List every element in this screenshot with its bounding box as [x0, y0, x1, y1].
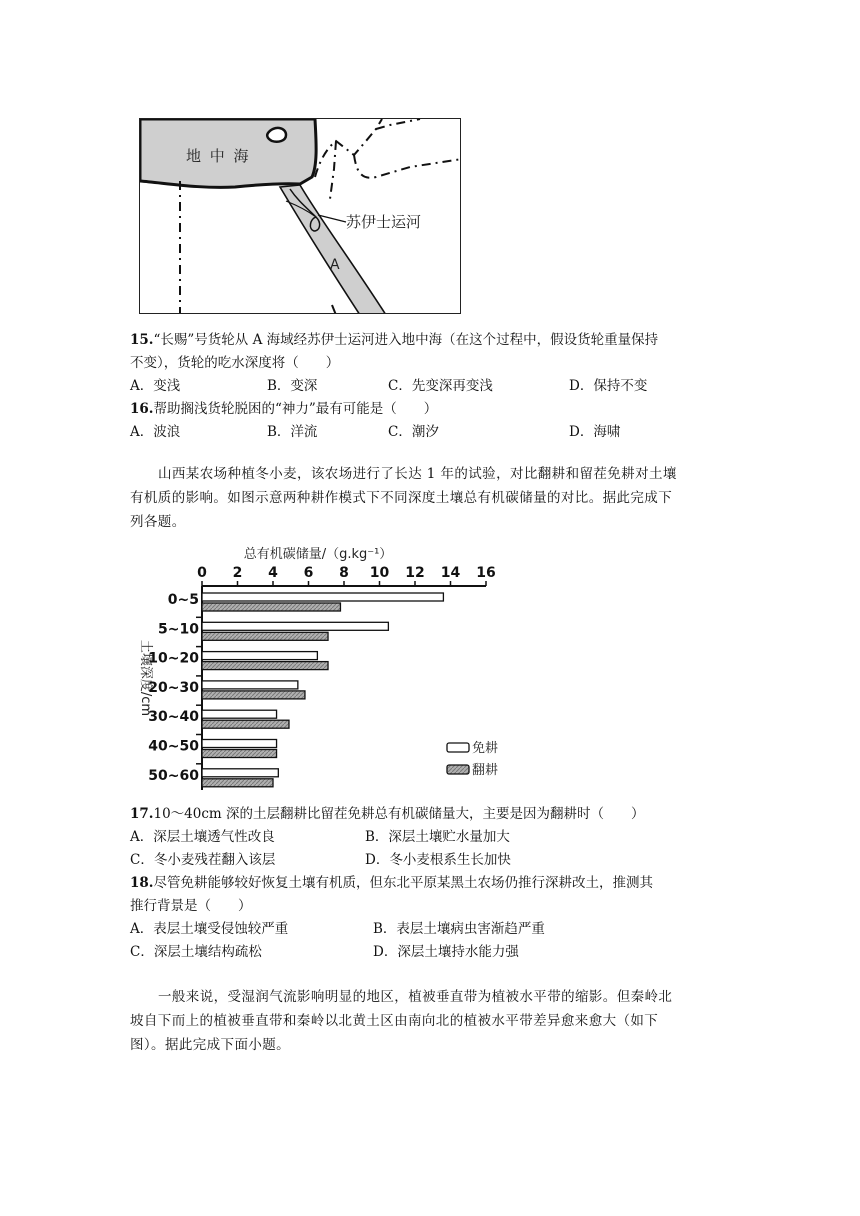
category-label: 0~5 [167, 592, 199, 608]
q18-option-a[interactable]: A．表层土壤受侵蚀较严重 [130, 921, 289, 937]
chart-svg [120, 540, 520, 790]
gulf-of-suez [280, 185, 386, 314]
x-tick-label: 6 [303, 565, 314, 581]
area-a-label: A [330, 257, 340, 273]
intro-paragraph-1 [130, 462, 730, 534]
q18-number: 18. [130, 875, 154, 891]
q16-option-b[interactable]: B．洋流 [267, 424, 318, 440]
bar-plow [202, 750, 277, 758]
bar-no-till [202, 622, 388, 630]
bar-plow [202, 720, 289, 728]
q18-stem-line2: 推行背景是（ ） [130, 898, 252, 914]
island-shape [267, 128, 286, 142]
legend-label-no-till: 免耕 [472, 741, 499, 756]
category-label: 40~50 [148, 738, 199, 755]
q16-option-c[interactable]: C．潮汐 [388, 424, 439, 440]
bar-plow [202, 779, 273, 787]
bar-no-till [202, 652, 317, 660]
category-labels [148, 592, 199, 784]
suez-map [139, 118, 461, 314]
x-tick-label: 8 [339, 565, 349, 581]
canal-label: 苏伊士运河 [346, 213, 422, 231]
intro1-line3: 列各题。 [130, 514, 186, 530]
y-axis-label-text: 土壤深度/cm [138, 639, 153, 717]
x-tick-labels [197, 565, 496, 581]
q18-stem-text1: 尽管免耕能够较好恢复土壤有机质，但东北平原某黑土农场仍推行深耕改土，推测其 [153, 875, 653, 891]
intro-paragraph-2 [130, 985, 730, 1057]
q15-option-c[interactable]: C．先变深再变浅 [388, 378, 493, 394]
q18-option-c[interactable]: C．深层土壤结构疏松 [130, 944, 262, 960]
category-label: 10~20 [148, 650, 199, 667]
x-tick-label: 14 [440, 565, 461, 581]
q18-option-b[interactable]: B．表层土壤病虫害渐趋严重 [373, 921, 545, 937]
bar-no-till [202, 710, 277, 718]
q16-stem [130, 398, 437, 420]
intro1-line1: 山西某农场种植冬小麦，该农场进行了长达 1 年的试验，对比翻耕和留茬免耕对土壤 [158, 466, 677, 482]
category-label: 5~10 [158, 621, 199, 638]
q17-option-c[interactable]: C．冬小麦残茬翻入该层 [130, 852, 276, 868]
bar-no-till [202, 740, 277, 748]
category-label: 20~30 [148, 679, 199, 696]
q16-number: 16. [130, 401, 154, 417]
q15-option-b[interactable]: B．变深 [267, 378, 318, 394]
x-tick-label: 16 [476, 565, 496, 581]
sea-label: 地 中 海 [186, 147, 251, 165]
intro1-line2: 有机质的影响。如图示意两种耕作模式下不同深度土壤总有机碳储量的对比。据此完成下 [130, 490, 673, 506]
chart-legend [447, 740, 498, 778]
x-tick-label: 10 [369, 565, 390, 581]
bar-plow [202, 603, 340, 611]
intro2-line3: 图）。据此完成下面小题。 [130, 1037, 291, 1053]
legend-swatch-no-till [447, 743, 469, 752]
bar-plow [202, 691, 305, 699]
x-tick-label: 4 [268, 565, 278, 581]
q17-stem [130, 803, 645, 825]
legend-label-plow: 翻耕 [472, 763, 499, 778]
intro2-line1: 一般来说，受湿润气流影响明显的地区，植被垂直带为植被水平带的缩影。但秦岭北 [158, 989, 673, 1005]
q17-option-d[interactable]: D．冬小麦根系生长加快 [365, 852, 511, 868]
bar-no-till [202, 681, 298, 689]
q17-option-a[interactable]: A．深层土壤透气性改良 [130, 829, 275, 845]
q17-stem-text: 10～40cm 深的土层翻耕比留茬免耕总有机碳储量大，主要是因为翻耕时（ ） [153, 806, 645, 822]
q15-stem-text1: “长赐”号货轮从 A 海域经苏伊士运河进入地中海（在这个过程中，假设货轮重量保持 [153, 332, 659, 348]
q15-stem-line1 [130, 329, 658, 351]
q18-option-d[interactable]: D．深层土壤持水能力强 [373, 944, 519, 960]
chart-bars [202, 593, 443, 787]
q16-stem-text: 帮助搁浅货轮脱困的“神力”最有可能是（ ） [153, 401, 438, 417]
q17-option-b[interactable]: B．深层土壤贮水量加大 [365, 829, 510, 845]
bar-plow [202, 662, 328, 670]
chart-title: 总有机碳储量/（g.kg⁻¹） [243, 547, 393, 562]
category-label: 50~60 [148, 767, 199, 784]
intro2-line2: 坡自下而上的植被垂直带和秦岭以北黄土区由南向北的植被水平带差异愈来愈大（如下 [130, 1013, 659, 1029]
x-tick-label: 2 [232, 565, 243, 581]
q15-stem-line2: 不变），货轮的吃水深度将（ ） [130, 355, 340, 371]
q16-option-a[interactable]: A．波浪 [130, 424, 181, 440]
category-label: 30~40 [148, 709, 199, 726]
x-tick-label: 12 [405, 565, 425, 581]
carbon-chart [120, 540, 520, 790]
bar-plow [202, 632, 328, 640]
q16-option-d[interactable]: D．海啸 [569, 424, 621, 440]
bar-no-till [202, 593, 443, 601]
q18-stem-line1 [130, 872, 653, 894]
q15-number: 15. [130, 332, 154, 348]
x-tick-label: 0 [197, 565, 207, 581]
bar-no-till [202, 769, 278, 777]
q15-option-d[interactable]: D．保持不变 [569, 378, 648, 394]
q17-number: 17. [130, 806, 154, 822]
q15-option-a[interactable]: A．变浅 [130, 378, 181, 394]
legend-swatch-plow [447, 765, 469, 774]
